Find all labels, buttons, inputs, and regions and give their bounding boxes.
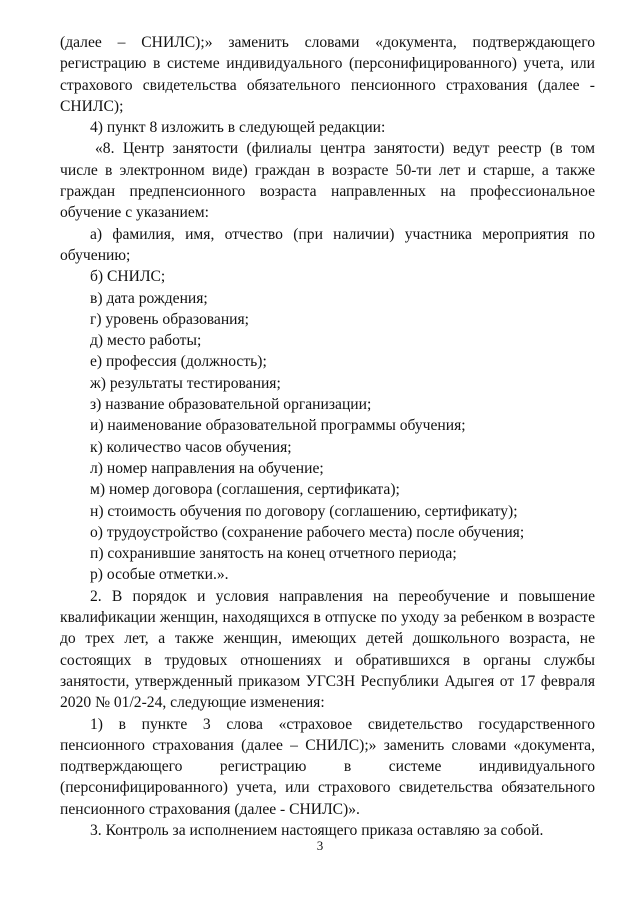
list-item: р) особые отметки.». bbox=[90, 566, 229, 584]
list-item: н) стоимость обучения по договору (соглашению, сертификату); bbox=[90, 502, 518, 520]
list-item: п) сохранившие занятость на конец отчетного периода; bbox=[90, 545, 457, 563]
list-item: м) номер договора (соглашения, сертификата); bbox=[90, 481, 400, 499]
document-body bbox=[60, 32, 595, 841]
list-item: б) СНИЛС; bbox=[90, 268, 166, 286]
paragraph-item-4: 4) пункт 8 изложить в следующей редакции: bbox=[90, 119, 386, 137]
paragraph-section-3: 3. Контроль за исполнением настоящего приказа оставляю за собой. bbox=[90, 821, 544, 839]
paragraph-point-8: «8. Центр занятости (филиалы центра занятости) ведут реестр (в том числе в электронном виде) граждан в возрасте 50-ти лет и старше, а также граждан предпенсионного возраста направленных на профессиональное обучение с указанием: bbox=[60, 140, 595, 222]
page-number: 3 bbox=[316, 838, 324, 853]
paragraph-section-2-item-1: 1) в пункте 3 слова «страховое свидетельство государственного пенсионного страхования (далее – СНИЛС);» заменить словами «документа, подтверждающего регистрацию в системе индивидуального (персонифицированного) учета, или страхового свидетельства обязательного пенсионного страхования (далее - СНИЛС)». bbox=[60, 715, 595, 818]
list-item: к) количество часов обучения; bbox=[90, 438, 292, 456]
list-item: л) номер направления на обучение; bbox=[90, 459, 324, 477]
paragraph-snils-continuation: (далее – СНИЛС);» заменить словами «документа, подтверждающего регистрацию в системе индивидуального (персонифицированного) учета, или страхового свидетельства обязательного пенсионного страхования (далее - СНИЛС); bbox=[60, 34, 595, 115]
list-item: а) фамилия, имя, отчество (при наличии) участника мероприятия по обучению; bbox=[60, 225, 595, 264]
list-item: е) профессия (должность); bbox=[90, 353, 267, 371]
list-item: и) наименование образовательной программы обучения; bbox=[90, 417, 466, 435]
list-item: в) дата рождения; bbox=[90, 289, 208, 307]
list-item: з) название образовательной организации; bbox=[90, 396, 372, 414]
list-item: ж) результаты тестирования; bbox=[90, 374, 281, 392]
paragraph-section-2: 2. В порядок и условия направления на переобучение и повышение квалификации женщин, находящихся в отпуске по уходу за ребенком в возрасте до трех лет, а также женщин, имеющих детей дошкольного возраста, не состоящих в трудовых отношениях и обратившихся в органы службы занятости, утвержденный приказом УГСЗН Республики Адыгея от 17 февраля 2020 № 01/2-24, следующие изменения: bbox=[60, 587, 595, 712]
list-item: г) уровень образования; bbox=[90, 310, 250, 328]
list-item: о) трудоустройство (сохранение рабочего места) после обучения; bbox=[90, 523, 525, 541]
list-item: д) место работы; bbox=[90, 332, 202, 350]
